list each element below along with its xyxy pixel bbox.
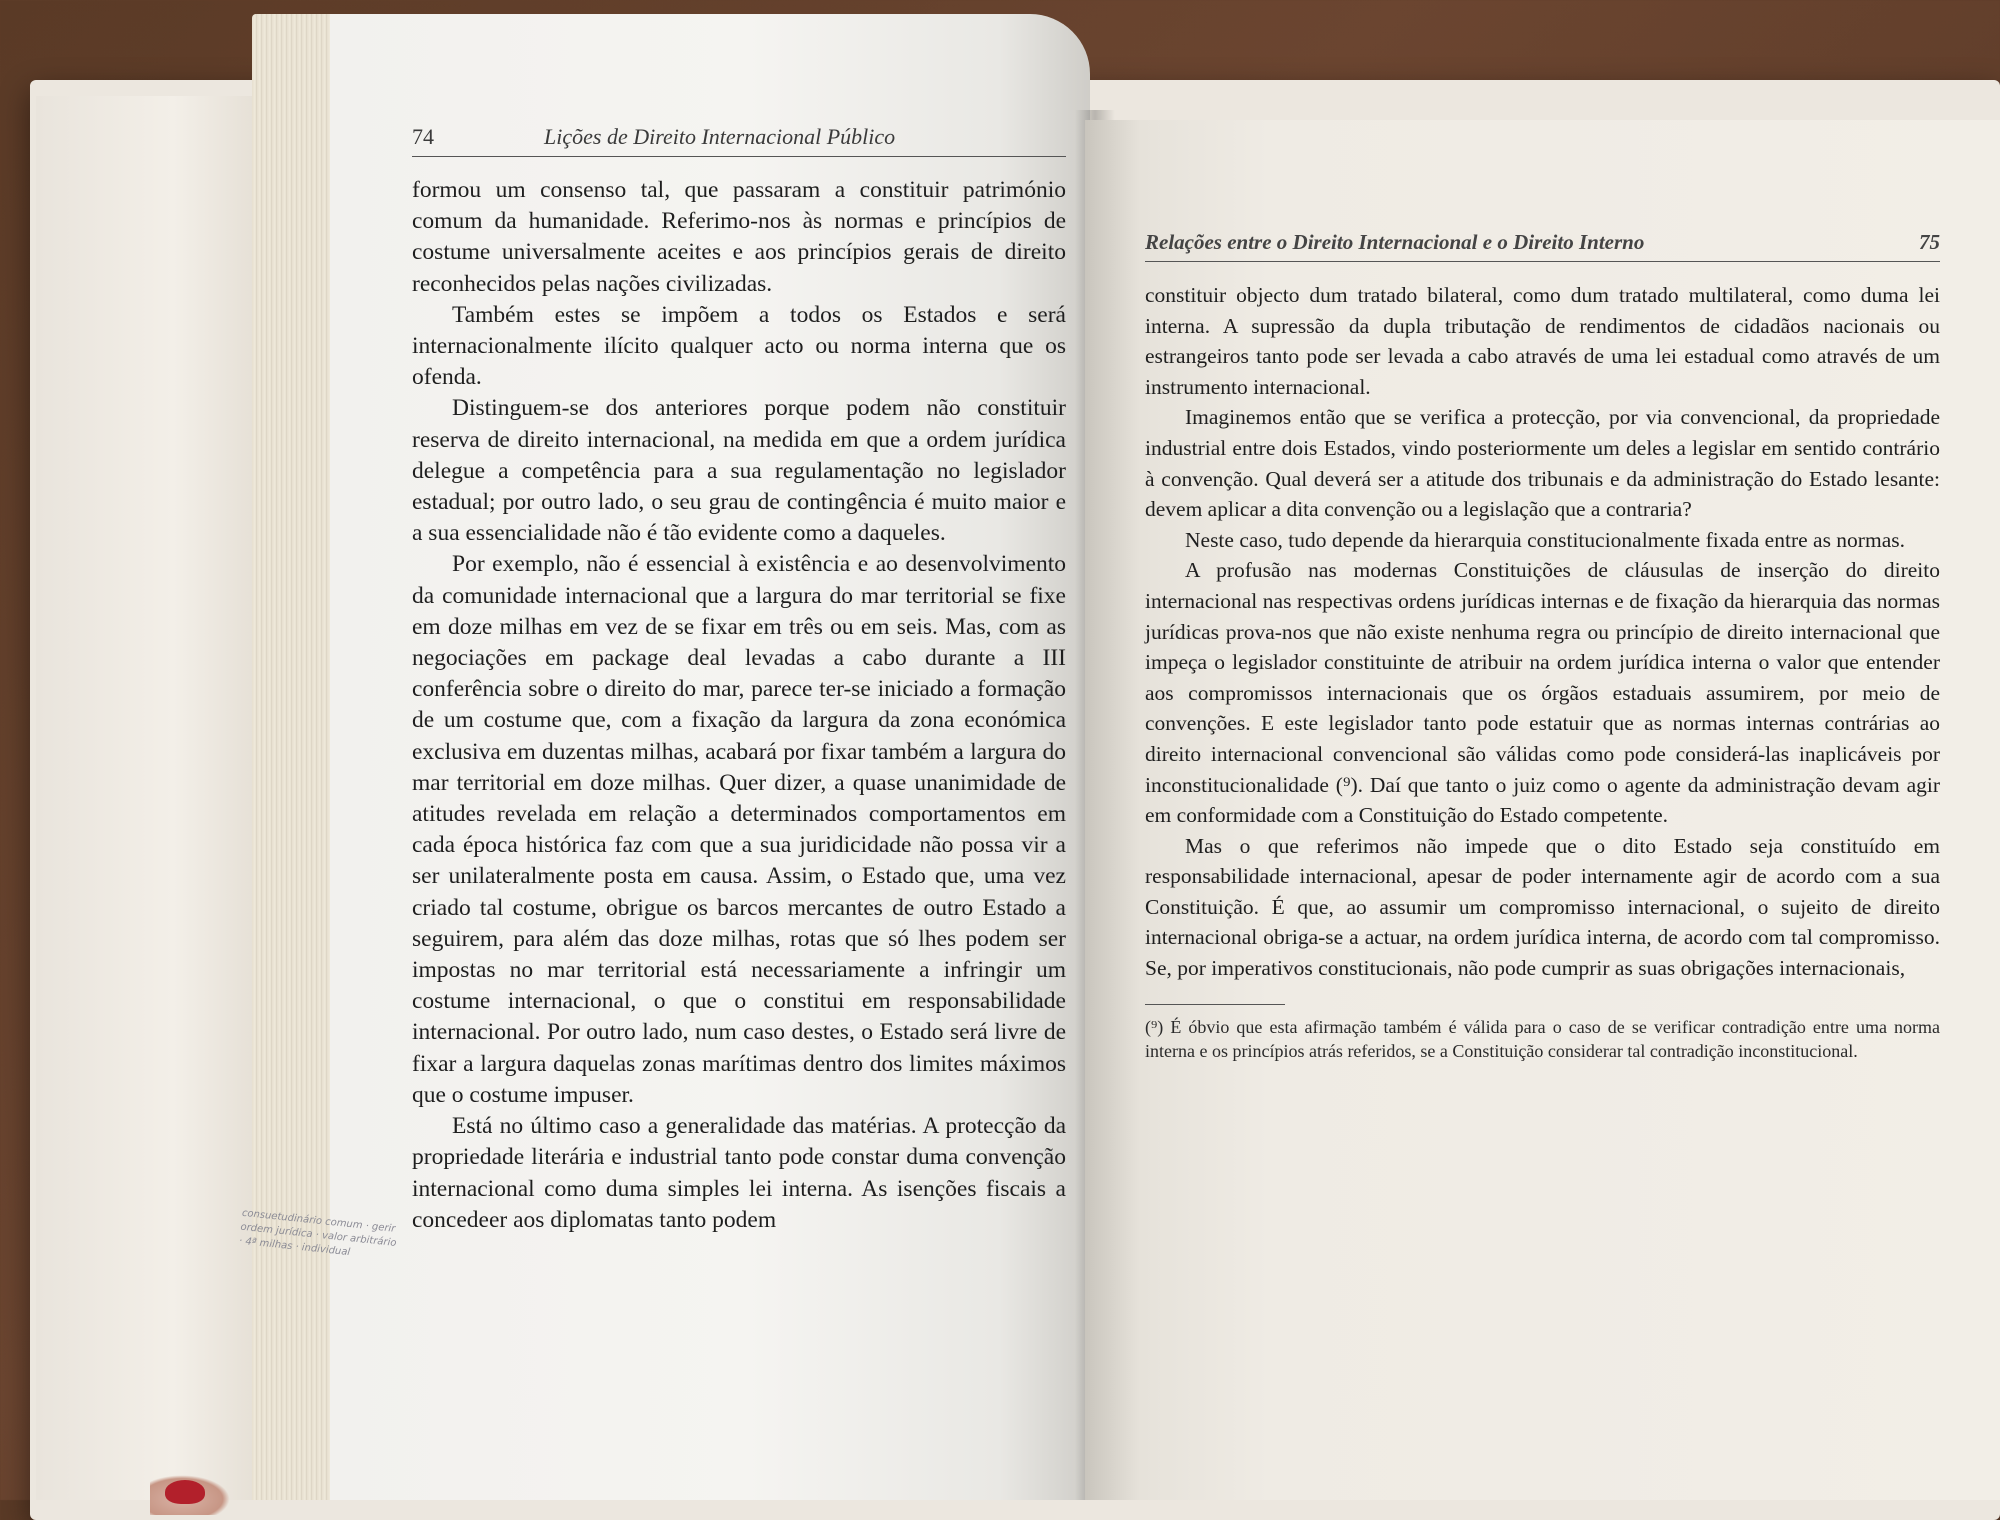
right-paragraph-3: Neste caso, tudo depende da hierarquia constitucionalmente fixada entre as normas. <box>1185 527 1905 552</box>
page-edges <box>252 14 342 1500</box>
footnote <box>1145 1015 1940 1063</box>
left-paragraph-5: Está no último caso a generalidade das matérias. A protecção da propriedade literária e industrial tanto pode constar duma convenção internacional como duma simples lei interna. As isenções fiscais a concedeer aos diplomatas tanto podem <box>412 1113 1066 1233</box>
handwritten-margin-note: consuetudinário comum · gerir ordem jurídica · valor arbitrário · 4ª milhas · individual <box>238 1207 397 1259</box>
right-paragraph-4: A profusão nas modernas Constituições de cláusulas de inserção do direito internacional nas respectivas ordens jurídicas internas e de fixação da hierarquia das normas jurídicas prova-nos que não existe nenhuma regra ou princípio de direito internacional que impeça o legislador constituinte de atribuir na ordem jurídica interna o valor que entender aos compromissos internacionais que os órgãos estaduais assumirem, por meio de convenções. E este legislador tanto pode estatuir que as normas internas contrárias ao direito internacional convencional são válidas como pode considerá-las inaplicáveis por inconstitucionalidade (⁹). Daí que tanto o juiz como o agente da administração devam agir em conformidade com a Constituição do Estado competente. <box>1145 558 1940 828</box>
left-body-text <box>412 175 1066 1236</box>
left-paragraph-2: Também estes se impõem a todos os Estados e será internacionalmente ilícito qualquer acto ou norma interna que os ofenda. <box>412 301 1066 391</box>
right-body-text <box>1145 280 1940 984</box>
book-left-pages-block <box>36 96 266 1500</box>
right-paragraph-2: Imaginemos então que se verifica a protecção, por via convencional, da propriedade industrial entre dois Estados, vindo posteriormente um deles a legislar em sentido contrário à convenção. Qual deverá ser a atitude dos tribunais e da administração do Estado lesante: devem aplicar a dita convenção ou a legislação que a contraria? <box>1145 405 1940 522</box>
left-running-head <box>412 124 1066 157</box>
footnote-text: (⁹) É óbvio que esta afirmação também é válida para o caso de se verificar contradição entre uma norma interna e os princípios atrás referidos, se a Constituição considerar tal contradição inconstitucional. <box>1145 1016 1940 1061</box>
right-paragraph-1: constituir objecto dum tratado bilateral, como dum tratado multilateral, como duma lei interna. A supressão da dupla tributação de rendimentos de cidadãos nacionais ou estrangeiros tanto pode ser levada a cabo através de uma lei estadual como através de um instrumento internacional. <box>1145 283 1940 399</box>
left-paragraph-1: formou um consenso tal, que passaram a constituir património comum da humanidade. Referimo-nos às normas e princípios de costume universalmente aceites e aos princípios gerais de direito reconhecidos pelas nações civilizadas. <box>412 177 1066 297</box>
right-page-number: 75 <box>1919 230 1940 254</box>
left-paragraph-4: Por exemplo, não é essencial à existência e ao desenvolvimento da comunidade internacional que a largura do mar territorial se fixe em doze milhas em vez de se fixar em três ou em seis. Mas, com as negociações em package deal levadas a cabo durante a III conferência sobre o direito do mar, parece ter-se iniciado a formação de um costume que, com a fixação da largura da zona económica exclusiva em duzentas milhas, acabará por fixar também a largura do mar territorial em doze milhas. Quer dizer, a quase unanimidade de atitudes revelada em relação a determinados comportamentos em cada época histórica faz com que a sua juridicidade não possa vir a ser unilateralmente posta em causa. Assim, o Estado que, uma vez criado tal costume, obrigue os barcos mercantes de outro Estado a seguirem, para além das doze milhas, rotas que só lhes podem ser impostas no mar territorial está necessariamente a infringir um costume internacional, o que o constitui em responsabilidade internacional. Por outro lado, num caso destes, o Estado será livre de fixar a largura daquelas zonas marítimas dentro dos limites máximos que o costume impuser. <box>412 551 1066 1108</box>
right-paragraph-5: Mas o que referimos não impede que o dito Estado seja constituído em responsabilidade internacional, apesar de poder internamente agir de acordo com a sua Constituição. É que, ao assumir um compromisso internacional, o sujeito de direito internacional obriga-se a actuar, na ordem jurídica interna, de acordo com tal compromisso. Se, por imperativos constitucionais, não pode cumprir as suas obrigações internacionais, <box>1145 833 1940 981</box>
left-page <box>330 14 1090 1500</box>
right-running-title: Relações entre o Direito Internacional e o Direito Interno <box>1145 230 1645 254</box>
left-running-title: Lições de Direito Internacional Público <box>544 124 896 149</box>
right-page <box>1085 120 2000 1500</box>
footnote-rule <box>1145 1004 1285 1005</box>
left-page-number: 74 <box>412 124 434 149</box>
red-fingernail <box>165 1480 205 1504</box>
right-running-head <box>1145 230 1940 262</box>
left-paragraph-3: Distinguem-se dos anteriores porque podem não constituir reserva de direito internacional, na medida em que a ordem jurídica delegue a competência para a sua regulamentação no legislador estadual; por outro lado, o seu grau de contingência é muito maior e a sua essencialidade não é tão evidente como a daqueles. <box>412 395 1066 547</box>
